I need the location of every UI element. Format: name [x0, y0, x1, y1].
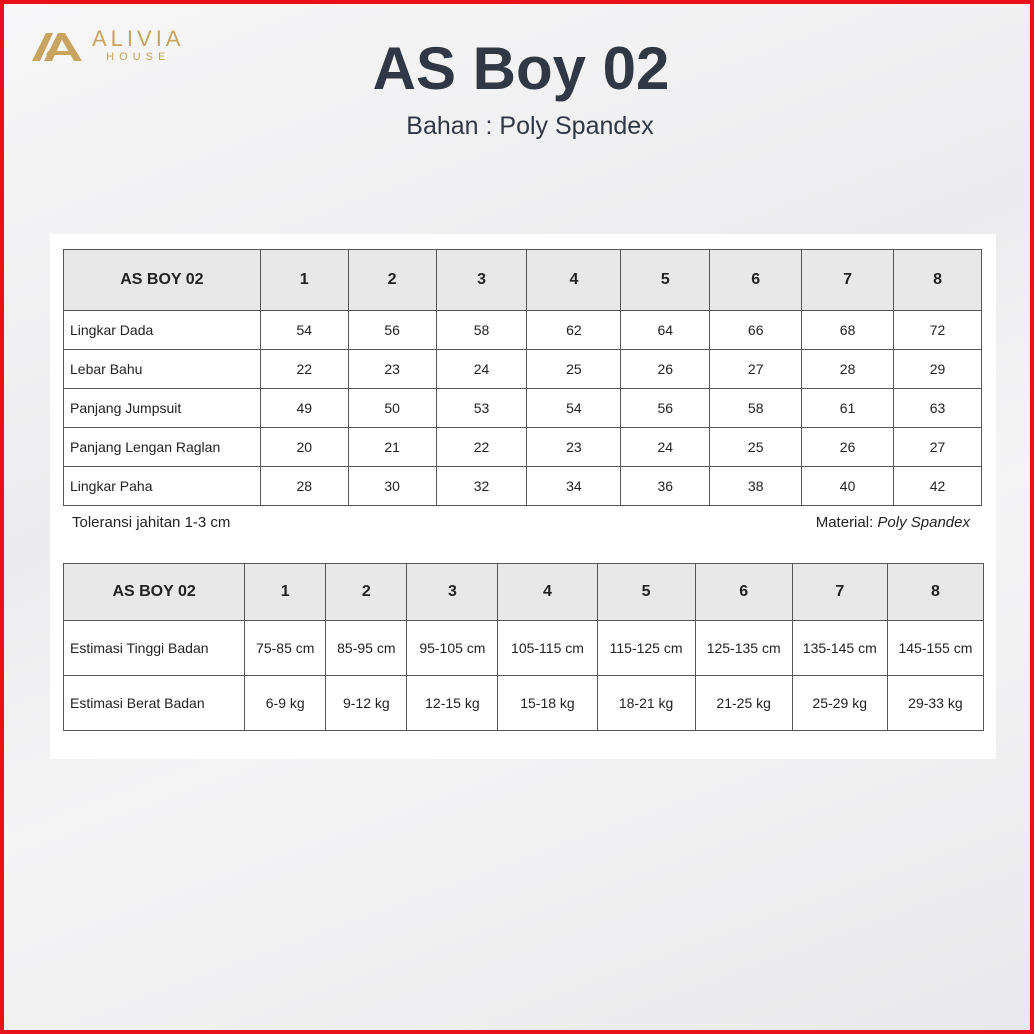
page-title: AS Boy 02: [372, 35, 670, 102]
table-cell: 20: [260, 428, 348, 467]
page-subtitle: Bahan : Poly Spandex: [406, 112, 654, 140]
table-cell: 21: [348, 428, 436, 467]
table-row: [64, 389, 982, 428]
table-cell: 56: [621, 389, 710, 428]
header-cell: 2: [348, 250, 436, 311]
table-cell: 34: [527, 467, 621, 506]
table-cell: 50: [348, 389, 436, 428]
tolerance-note: Toleransi jahitan 1-3 cm: [72, 514, 231, 531]
table-cell: 105-115 cm: [498, 621, 597, 676]
table-cell: 28: [802, 350, 894, 389]
table-cell: 56: [348, 311, 436, 350]
table-cell: 21-25 kg: [695, 676, 792, 731]
table-cell: 24: [621, 428, 710, 467]
table-cell: 54: [527, 389, 621, 428]
header-cell: 5: [597, 564, 695, 621]
table-cell: 64: [621, 311, 710, 350]
table-cell: 24: [436, 350, 527, 389]
header-cell: 7: [792, 564, 887, 621]
table-cell: 32: [436, 467, 527, 506]
table-cell: 9-12 kg: [326, 676, 407, 731]
table-cell: 26: [802, 428, 894, 467]
table-row: [64, 676, 984, 731]
table-cell: 125-135 cm: [695, 621, 792, 676]
header-cell: 6: [695, 564, 792, 621]
estimation-table: [63, 563, 984, 731]
row-label: Panjang Lengan Raglan: [64, 428, 261, 467]
table-cell: 25: [710, 428, 802, 467]
header-cell: 3: [436, 250, 527, 311]
logo-subtitle: HOUSE: [106, 51, 171, 63]
header-cell: 1: [245, 564, 326, 621]
table-cell: 53: [436, 389, 527, 428]
table-cell: 26: [621, 350, 710, 389]
table-cell: 49: [260, 389, 348, 428]
table-cell: 68: [802, 311, 894, 350]
header-cell: 5: [621, 250, 710, 311]
table-cell: 42: [894, 467, 982, 506]
table-cell: 22: [260, 350, 348, 389]
table-cell: 29-33 kg: [887, 676, 983, 731]
table-cell: 145-155 cm: [887, 621, 983, 676]
header-cell: 3: [407, 564, 498, 621]
table-cell: 72: [894, 311, 982, 350]
table-cell: 63: [894, 389, 982, 428]
table-cell: 38: [710, 467, 802, 506]
row-label: Estimasi Berat Badan: [64, 676, 245, 731]
table-header-row: [64, 250, 982, 311]
header-cell: AS BOY 02: [64, 564, 245, 621]
table-cell: 95-105 cm: [407, 621, 498, 676]
row-label: Lebar Bahu: [64, 350, 261, 389]
row-label: Lingkar Paha: [64, 467, 261, 506]
table-cell: 27: [894, 428, 982, 467]
table-row: [64, 311, 982, 350]
table-cell: 58: [710, 389, 802, 428]
table-cell: 28: [260, 467, 348, 506]
header-cell: 8: [887, 564, 983, 621]
table-cell: 75-85 cm: [245, 621, 326, 676]
table-row: [64, 621, 984, 676]
header-cell: 6: [710, 250, 802, 311]
table-row: [64, 350, 982, 389]
material-value: Poly Spandex: [877, 514, 970, 531]
table-cell: 25-29 kg: [792, 676, 887, 731]
table-cell: 66: [710, 311, 802, 350]
table-cell: 54: [260, 311, 348, 350]
header-cell: 4: [498, 564, 597, 621]
table-header-row: [64, 564, 984, 621]
header-cell: 8: [894, 250, 982, 311]
table-cell: 25: [527, 350, 621, 389]
table-row: [64, 428, 982, 467]
table-cell: 18-21 kg: [597, 676, 695, 731]
table-cell: 12-15 kg: [407, 676, 498, 731]
table-cell: 23: [527, 428, 621, 467]
measurement-table: [63, 249, 982, 506]
table-cell: 61: [802, 389, 894, 428]
header-cell: 4: [527, 250, 621, 311]
table-cell: 15-18 kg: [498, 676, 597, 731]
table-cell: 58: [436, 311, 527, 350]
table-cell: 115-125 cm: [597, 621, 695, 676]
logo-name: ALIVIA: [92, 26, 185, 51]
table-cell: 85-95 cm: [326, 621, 407, 676]
table-cell: 23: [348, 350, 436, 389]
header-cell: 1: [260, 250, 348, 311]
table-cell: 22: [436, 428, 527, 467]
table-cell: 62: [527, 311, 621, 350]
table-row: [64, 467, 982, 506]
header-cell: AS BOY 02: [64, 250, 261, 311]
row-label: Panjang Jumpsuit: [64, 389, 261, 428]
row-label: Lingkar Dada: [64, 311, 261, 350]
table-cell: 135-145 cm: [792, 621, 887, 676]
material-label: Material:: [815, 514, 874, 531]
header-cell: 2: [326, 564, 407, 621]
header-cell: 7: [802, 250, 894, 311]
material-note: [816, 514, 970, 531]
row-label: Estimasi Tinggi Badan: [64, 621, 245, 676]
table-cell: 29: [894, 350, 982, 389]
table-cell: 36: [621, 467, 710, 506]
table-cell: 6-9 kg: [245, 676, 326, 731]
size-chart-panel: [50, 234, 996, 759]
table-cell: 30: [348, 467, 436, 506]
table-cell: 27: [710, 350, 802, 389]
table-cell: 40: [802, 467, 894, 506]
